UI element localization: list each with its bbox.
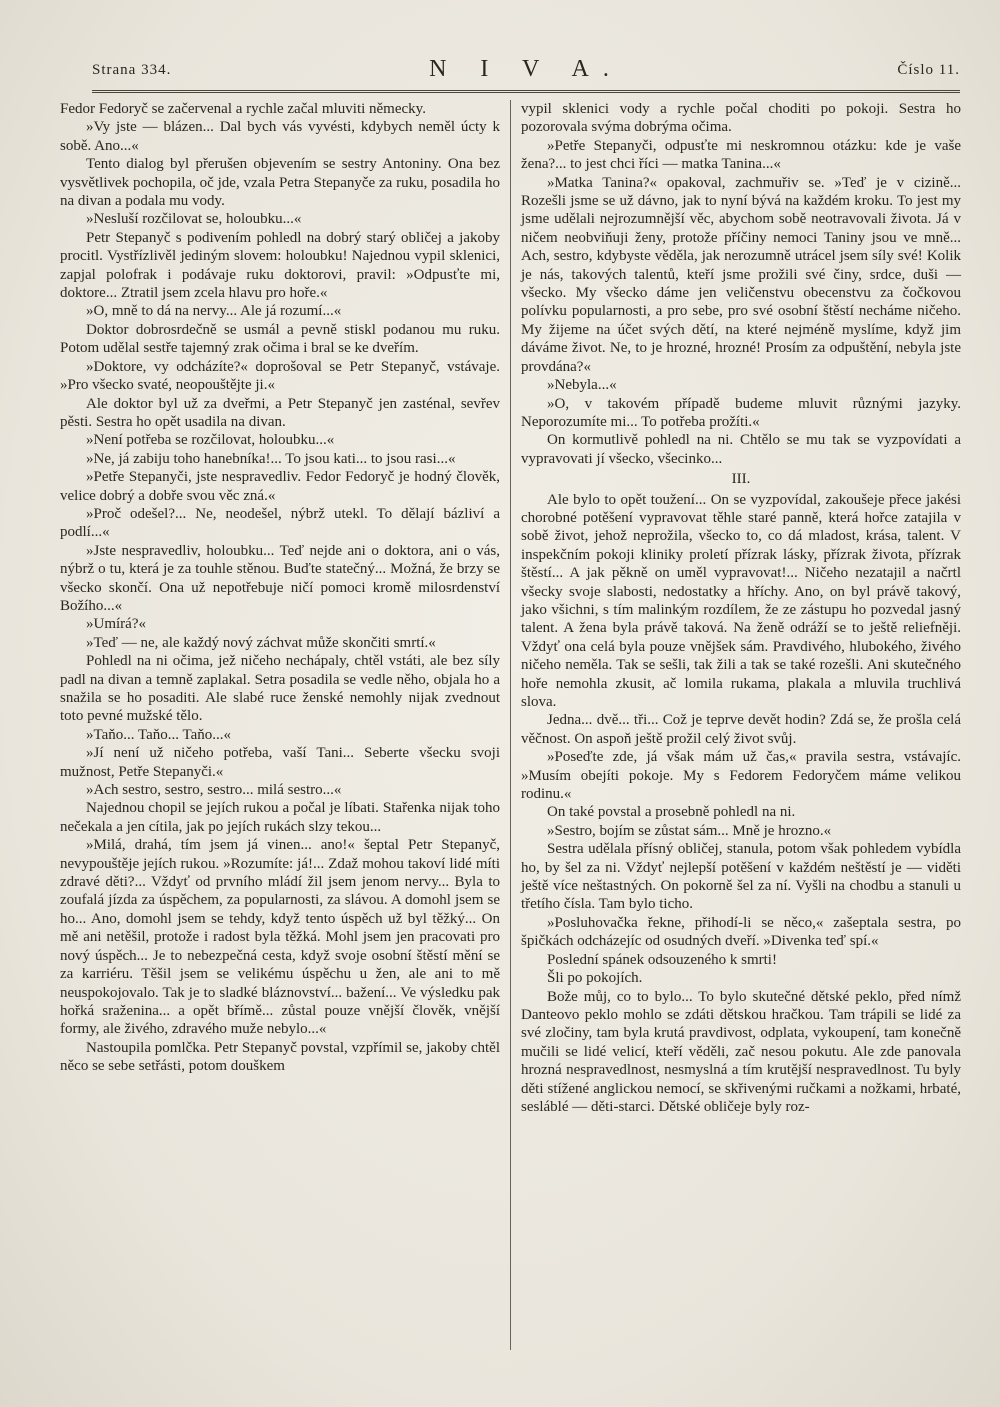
right-column [521,100,961,1116]
paragraph: vypil sklenici vody a rychle počal choditi po pokoji. Sestra ho pozorovala svýma dobrýma očima. [521,101,961,136]
paragraph: On také povstal a prosebně pohledl na ni. [547,804,796,821]
paragraph: »Nebyla...« [547,377,617,394]
paragraph: Doktor dobrosrdečně se usmál a pevně stiskl podanou mu ruku. Potom udělal sestře tajemný zrak očima i bral se ke dveřím. [60,321,500,357]
paragraph: Najednou chopil se jejích rukou a počal je líbati. Stařenka nijak toho nečekala a jen cítila, jak po jejích rukách slzy tekou... [60,800,500,835]
paragraph: »Není potřeba se rozčilovat, holoubku...« [86,432,335,449]
paragraph: On kormutlivě pohledl na ni. Chtělo se mu tak se vyzpovídati a vypravovati jí všecko, všecinko... [521,432,961,467]
paragraph: »Proč odešel?... Ne, neodešel, nýbrž utekl. To dělají bázliví a podlí...« [60,505,500,541]
page-number: Strana 334. [92,62,172,78]
column-divider [510,100,511,1350]
paragraph: »Doktore, vy odcházíte?« doprošoval se Petr Stepanyč, vstávaje. »Pro všecko svaté, neopouštějte ji.« [60,358,500,394]
paragraph: Poslední spánek odsouzeného k smrti! [547,951,777,968]
paragraph: Petr Stepanyč s podivením pohledl na dobrý starý obličej a jakoby procitl. Vystřízlivěl jediným slovem: holoubku! Najednou vypil sklenici, zapjal polofrak i podávaje ruku doktorovi, pravil: »Odpusťte mi, doktore... Ztratil jsem zcela hlavu pro hoře.« [60,229,500,302]
paragraph: »Posluhovačka řekne, přihodí-li se něco,« zašeptala sestra, po špičkách odcházejíc od osudných dveří. »Divenka teď spí.« [521,914,961,950]
paragraph: »Milá, drahá, tím jsem já vinen... ano!« šeptal Petr Stepanyč, nevypouštěje jejích rukou. »Rozumíte: já!... Zdaž mohou takoví lidé míti zdravé děti?... Vždyť od prvního mládí žil jsem jenom nervy... Byla to zoufalá jízda za úspěchem, za popularnosti, za slávou. A domohl jsem se ho... Ano, domohl jsem se tehdy, když tento úspěch už byl těžký... On mě ani netěšil, protože i radost byla těžká. Mohl jsem jen pracovati pro nový úspěch... Je to nebezpečná cesta, když svoje osobní štěstí mění se za karriéru. Těšil jsem se velikému úspěchu u žen, ale ani to mě neuspokojovalo. Tak je to sladké bláznovství... bažení... Ve výsledku pak hořká sraženina... a opět břímě... zůstal pouze vnější člověk, vnější formy, ale živého, zdravého muže nebylo...« [60,837,500,1038]
paragraph: Jedna... dvě... tři... Což je teprve devět hodin? Zdá se, že prošla celá věčnost. On aspoň ještě prožil celý život svůj. [521,712,961,747]
paragraph: Bože můj, co to bylo... To bylo skutečné dětské peklo, před nímž Danteovo peklo mohlo se zdáti dětskou hračkou. Tam trápili se lidé za své zločiny, tam byla krutá pravdivost, odplata, vykoupení, tam konečně mučili se lidé velicí, kteří věděli, zač nesou pokutu. Ale zde panovala hrozná nespravedlnost, nesmyslná a tím krutější nespravedlnost. Tu byly děti stížené anglickou nemocí, se skřivenými ručkami a nožkami, hrbaté, sesláblé — děti-starci. Dětské obličeje byly roz- [521,988,961,1115]
paragraph: Pohledl na ni očima, jež ničeho nechápaly, chtěl vstáti, ale bez síly padl na divan a temně zaplakal. Setra posadila se vedle něho, objala ho a snažila se ho posaditi. Ale slabé ruce ženské nemohly nijak zvednout toto pevné mužské tělo. [60,653,500,725]
paragraph: »Matka Tanina?« opakoval, zachmuřiv se. »Teď je v cizině... Rozešli jsme se už dávno, jak to nyní bývá na každém kroku. To jest my jsme udělali nejrozumnější věc, abychom sobě neotravovali života. Já v ničem neobviňuji ženy, protože příčiny nemoci Taniny jsou ve mně... Ach, sestro, kdybyste věděla, jak nerozumně utrácel jsem síly své! Kolik je nás, takových talentů, kteří jsme prožili své činy, srdce, duši — všecko. My všecko dáme jen veličenstvu obecenstvu za čočkovou polívku popularnosti, a pro sebe, pro své osobní štěstí necháme ničeho. My žijeme na účet svých dětí, na které nejméně myslíme, když jim dáváme život. Ne, to je hrozné, hrozné! Prosím za odpuštění, nebyla jste provdána?« [521,174,961,375]
magazine-title: N I V A. [429,56,623,82]
section-heading: III. [731,471,751,488]
paragraph: »Petře Stepanyči, odpusťte mi neskromnou otázku: kde je vaše žena?... to jest chci říci — matka Tanina...« [521,137,961,173]
paragraph: »Taňo... Taňo... Taňo...« [86,726,232,743]
paragraph: Nastoupila pomlčka. Petr Stepanyč povstal, vzpřímil se, jakoby chtěl něco se sebe setřásti, potom douškem [60,1039,500,1075]
paragraph: »O, mně to dá na nervy... Ale já rozumí...« [86,303,342,320]
paragraph: »Nesluší rozčilovat se, holoubku...« [86,211,302,228]
paragraph: Fedor Fedoryč se začervenal a rychle začal mluviti německy. [60,101,426,117]
paragraph: »O, v takovém případě budeme mluvit různými jazyky. Neporozumíte mi... To potřeba prožíti.« [521,395,961,430]
paragraph: »Vy jste — blázen... Dal bych vás vyvésti, kdybych neměl úcty k sobě. Ano...« [60,119,500,154]
paragraph: »Ne, já zabiju toho hanebníka!... To jsou kati... to jsou rasi...« [86,450,456,467]
paragraph: »Jste nespravedliv, holoubku... Teď nejde ani o doktora, ani o vás, nýbrž o tu, která je za touhle stěnou. Buďte statečný... Možná, že brzy se všecko skončí. Ona už nepotřebuje ničí pomoci kromě milosrdenství Božího...« [60,542,500,614]
paragraph: »Teď — ne, ale každý nový záchvat může skončiti smrtí.« [86,634,436,651]
paragraph: Sestra udělala přísný obličej, stanula, potom však pohledem vybídla ho, by šel za ni. Vždyť nejlepší potěšení v každém neštěstí je — viděti ještě více neštastných. On pokorně šel za ní. Vyšli na chodbu a stanuli u třetího čísla. Tam bylo ticho. [521,841,961,913]
page-header [92,56,960,93]
paragraph: Ale bylo to opět toužení... On se vyzpovídal, zakoušeje přece jakési chorobné potěšení vypravovat těhle staré panně, která hořce zatajila v sobě život, jehož neprožila, všecko to, co dá mladost, krása, talent. V inspekčním pokoji kliniky proletí přízrak lásky, přízrak života, přízrak štěstí... A jak pěkně on uměl vypravovat!... Ničeho nezatajil a načrtl všecky svoje slabosti, nedostatky a hříchy. Ano, on byl právě takový, jako všichni, s tím malinkým rozdílem, že ze zástupu ho pozvedal jasný talent. A žena byla právě taková. Na ženě odráží se to ještě reliefněji. Vždyť ona celá byla pouze vnějšek sám. Pravdivého, hlubokého, živého ničeho neměla. Tak se sešli, tak žili a tak se také rozešli. Ani skutečného hoře nemohla zkusit, ač lomila rukama, plakala a mluvila truchlivá slova. [521,491,961,710]
issue-number: Číslo 11. [897,62,960,78]
paragraph: »Sestro, bojím se zůstat sám... Mně je hrozno.« [547,822,832,839]
paragraph: Šli po pokojích. [547,970,643,987]
paragraph: Tento dialog byl přerušen objevením se sestry Antoniny. Ona bez vysvětlivek pochopila, oč jde, vzala Petra Stepanyče za ruku, posadila ho na divan a podala mu vody. [60,156,500,210]
paragraph: »Jí není už ničeho potřeba, vaší Tani... Seberte všecku svoji mužnost, Petře Stepanyči.« [60,745,500,780]
paragraph: Ale doktor byl už za dveřmi, a Petr Stepanyč jen zasténal, sevřev pěsti. Sestra ho opět usadila na divan. [60,395,500,430]
paragraph: »Umírá?« [86,616,146,633]
paragraph: »Petře Stepanyči, jste nespravedliv. Fedor Fedoryč je hodný člověk, velice dobrý a dobře svou věc zná.« [60,469,500,504]
paragraph: »Poseďte zde, já však mám už čas,« pravila sestra, vstávajíc. »Musím obejíti pokoje. My s Fedorem Fedoryčem máme velikou rodinu.« [521,749,961,803]
left-column [60,100,500,1076]
paragraph: »Ach sestro, sestro, sestro... milá sestro...« [86,782,342,799]
